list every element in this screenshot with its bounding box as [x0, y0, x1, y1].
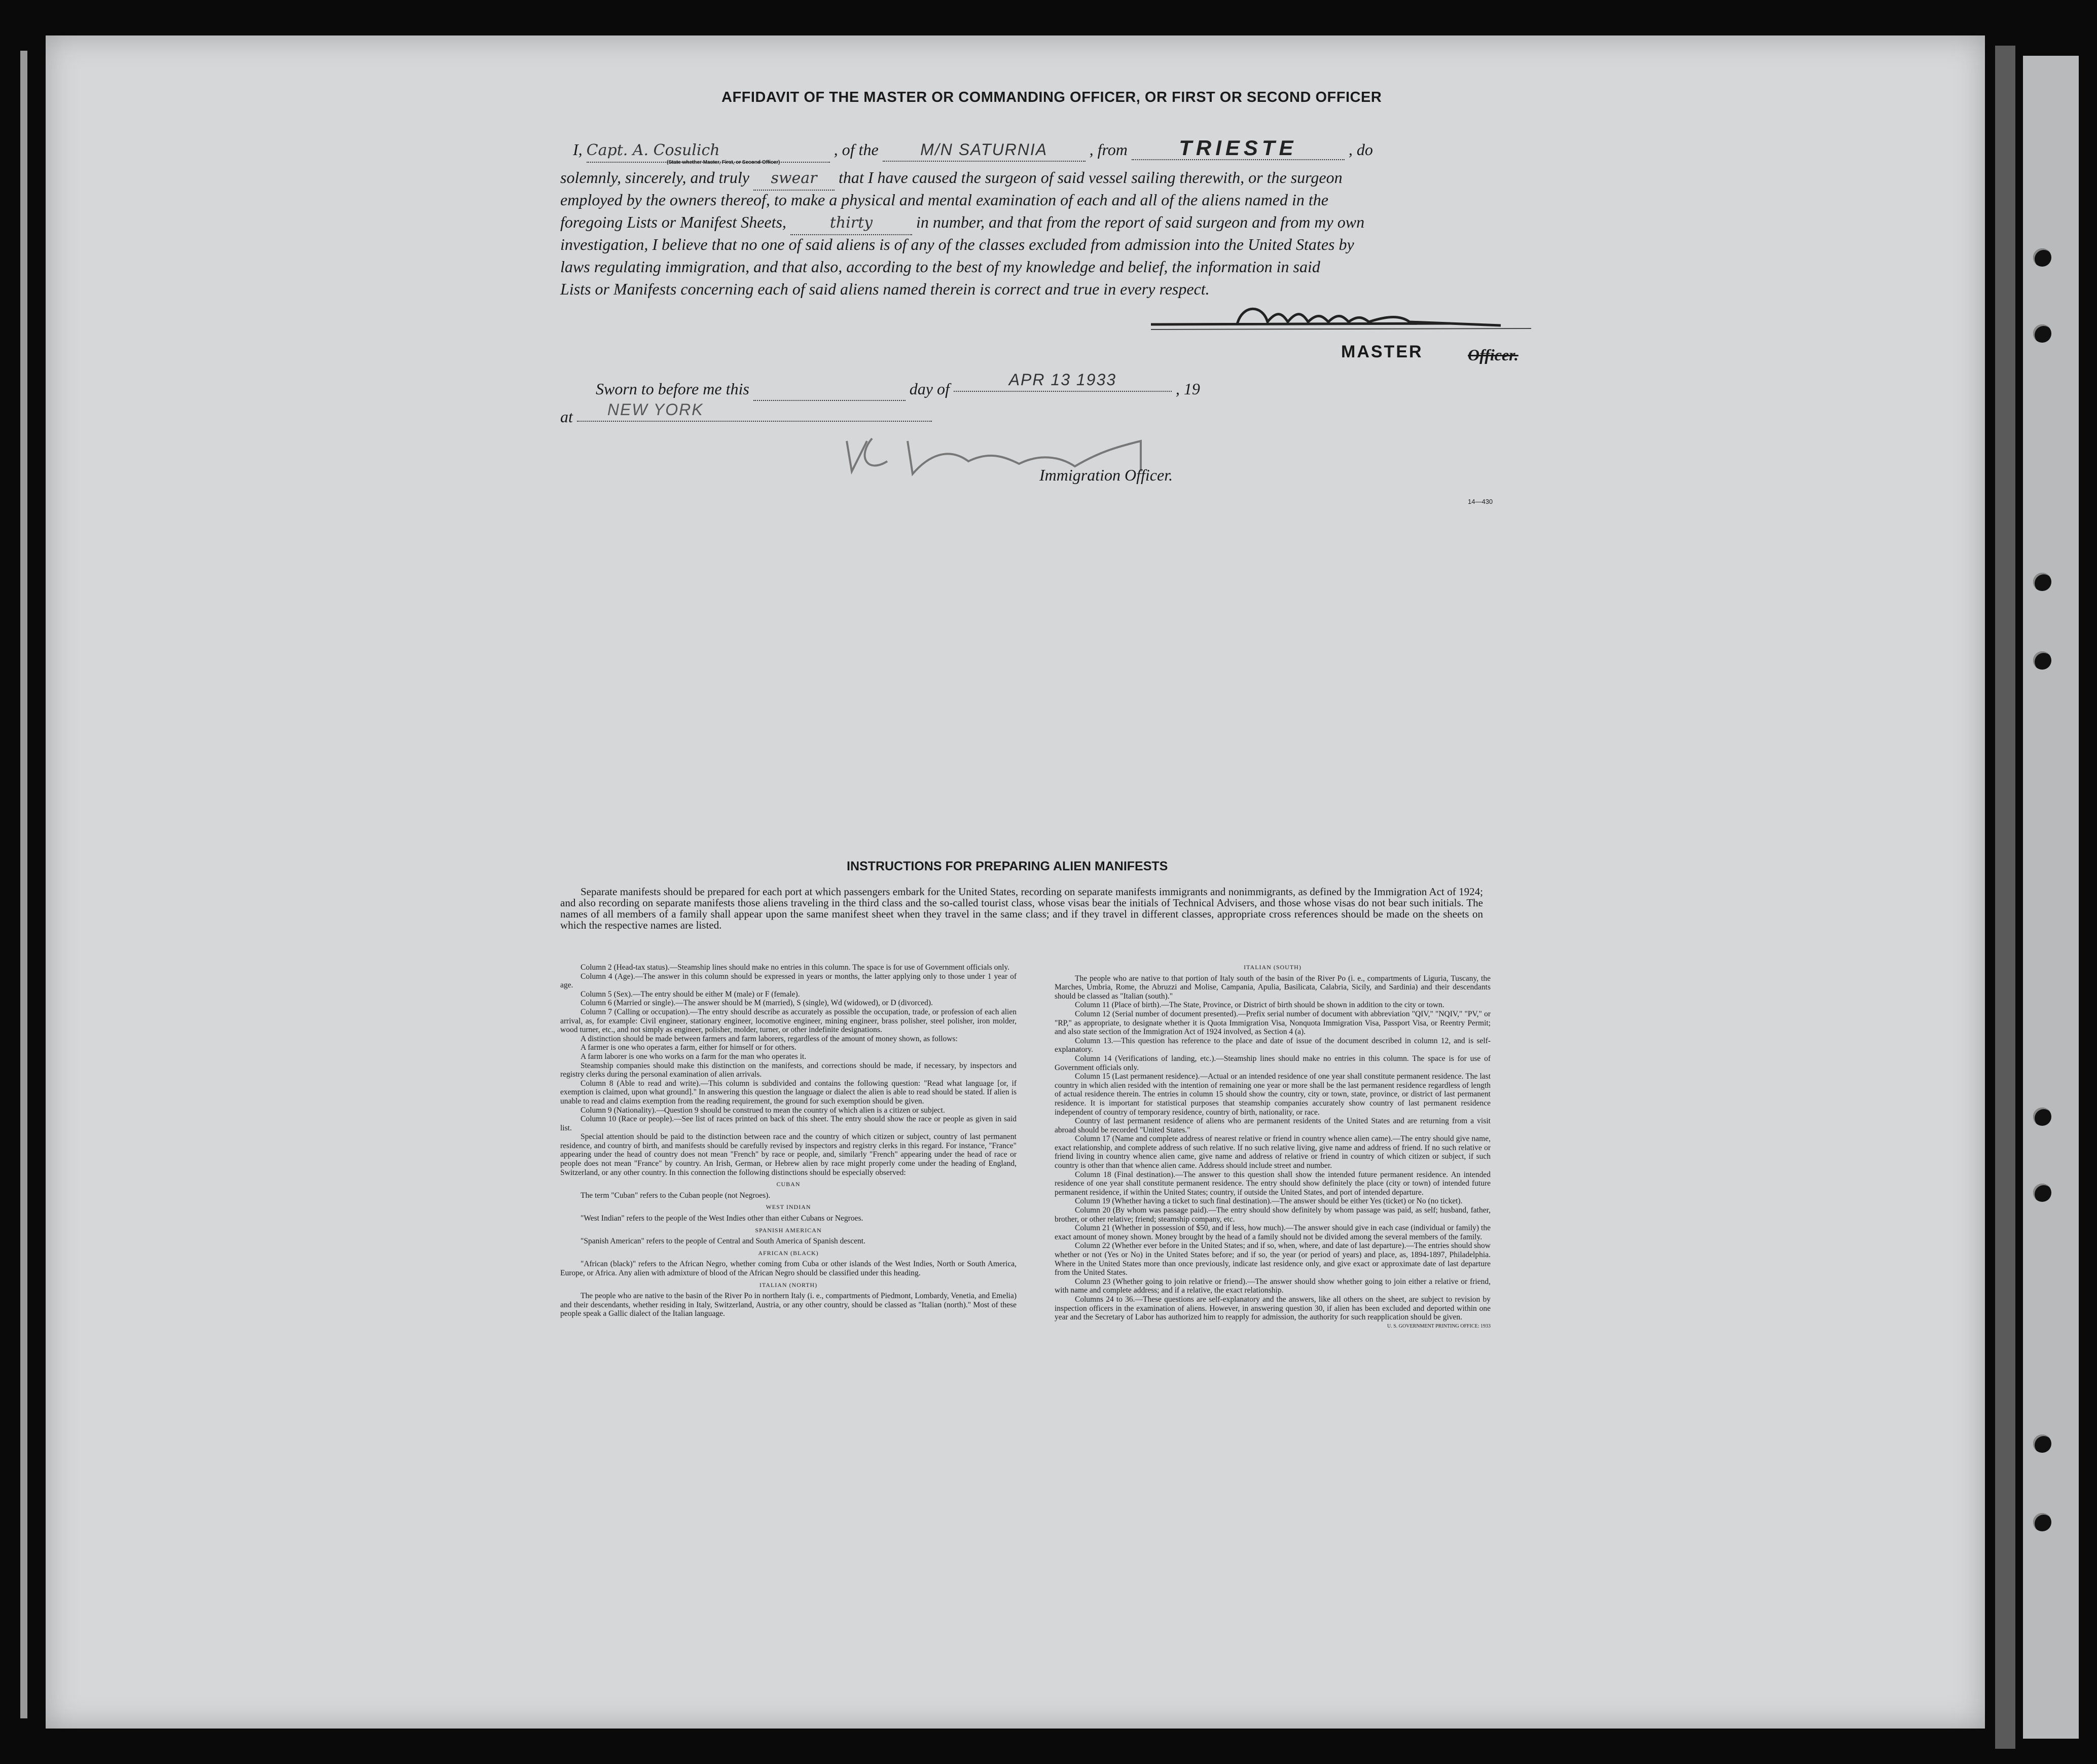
affidavit-line3: employed by the owners thereof, to make a physical and mental examination of each and all of the aliens named in the	[560, 191, 1328, 209]
left-paragraph: A farmer is one who operates a farm, either for himself or for others.	[581, 1043, 797, 1052]
binding-hole	[2033, 324, 2051, 343]
right-paragraph: Column 13.—This question has reference to the place and date of issue of the document described in column 12, and is self-explanatory.	[1055, 1036, 1491, 1054]
master-label: MASTER	[1341, 342, 1423, 361]
right-paragraph: Country of last permanent residence of aliens who are permanent residents of the United States and are returning from a visit abroad should be recorded "United States."	[1055, 1117, 1491, 1134]
binding-hole	[2033, 1435, 2051, 1453]
left-paragraph: Column 2 (Head-tax status).—Steamship lines should make no entries in this column. The space is for use of Government officials only.	[581, 963, 1010, 972]
state-note: (State whether Master, First, or Second Officer)	[667, 160, 780, 165]
left-paragraph: Column 4 (Age).—The answer in this column should be expressed in years or months, the latter applying only to those under 1 year of age.	[560, 972, 1017, 990]
nineteen-label: , 19	[1175, 380, 1200, 398]
officer-label: Officer.	[1468, 346, 1518, 364]
count-value: thirty	[790, 212, 912, 235]
immigration-officer-label: Immigration Officer.	[1039, 466, 1173, 484]
african-text: "African (black)" refers to the African Negro, whether coming from Cuba or other islands of the West Indies, North or South America, Europe, or Africa. Any alien with admixture of blood of the African Negro should be classified under this heading.	[560, 1260, 1017, 1277]
binding-hole	[2033, 1108, 2051, 1126]
instructions-left-column	[560, 963, 1017, 1318]
printer-imprint: U. S. GOVERNMENT PRINTING OFFICE: 1933	[1387, 1323, 1491, 1329]
affidavit-line6: laws regulating immigration, and that also, according to the best of my knowledge and belief, the information in said	[560, 258, 1320, 276]
affidavit-line4	[560, 211, 1595, 235]
binding-hole	[2033, 1513, 2051, 1531]
form-number: 14—430	[1468, 498, 1493, 505]
right-paragraph: Columns 24 to 36.—These questions are self-explanatory and the answers, like all others on the sheet, are subject to revision by inspection officers in the examination of aliens. However, in answering question 30, if alien has been excluded and deported within one year and the Secretary of Labor has authorized him to reapply for admission, the authority for such reapplication should be given.	[1055, 1295, 1491, 1322]
right-paragraph: Column 11 (Place of birth).—The State, Province, or District of birth should be shown in addition to the city or town.	[1075, 1001, 1444, 1010]
from-label: , from	[1089, 140, 1128, 159]
binding-strip	[2023, 56, 2079, 1739]
italian-south-heading: ITALIAN (SOUTH)	[1244, 964, 1301, 971]
left-paragraph: Column 8 (Able to read and write).—This column is subdivided and contains the following question: "Read what language [or, if exemption is claimed, upon what ground]." In answering this question the language or dialect the alien is able to read should be stated. If alien is unable to read and claims exemption from the reading requirement, the ground for such exemption should be given.	[560, 1079, 1017, 1106]
italian-north-text: The people who are native to the basin of the River Po in northern Italy (i. e., compartments of Piedmont, Lombardy, Venetia, and Emelia) and their descendants, whether residing in Italy, Switzerland, Austria, or any other country, should be classed as "Italian (north)." Most of these people speak a Gallic dialect of the Italian language.	[560, 1292, 1017, 1318]
right-paragraph: Column 18 (Final destination).—The answer to this question shall show the intended future permanent residence. An intended residence of one year shall constitute permanent residence. The entry should show definitely the place (city or town) of intended future permanent residence, if within the United States; country, if outside the United States, and port of intended departure.	[1055, 1170, 1491, 1197]
at-label: at	[560, 408, 573, 426]
cuban-text: The term "Cuban" refers to the Cuban people (not Negroes).	[581, 1191, 771, 1200]
left-paragraph: Special attention should be paid to the distinction between race and the country of which citizen or subject, country of last permanent residence, and country of birth, and manifests should be carefully revised by inspectors and registry clerks in this regard. For instance, "France" appearing under the head of country does not mean "French" by race or people, and, similarly "French" appearing under the head of race or people does not mean "France" by country. An Irish, German, or Hebrew alien by race might properly come under the heading of England, Switzerland, or any other country. In this connection the following distinctions should be especially observed:	[560, 1132, 1017, 1177]
i-label: I,	[573, 140, 583, 159]
do-label: , do	[1348, 140, 1373, 159]
affidavit-line7: Lists or Manifests concerning each of said aliens named therein is correct and true in every respect.	[560, 280, 1210, 298]
manifest-page	[46, 35, 1985, 1729]
left-paragraph: Column 9 (Nationality).—Question 9 should be construed to mean the country of which alien is a citizen or subject.	[581, 1106, 945, 1115]
right-paragraph: Column 17 (Name and complete address of nearest relative or friend in country whence alien came).—The entry should give name, exact relationship, and complete address of such relative. If no such relative living, give name and address of friend. If no such relative or friend living in country whence alien came, give name and address of relative or friend in country of which citizen or subject, if such country is other than that whence alien came. Address should include street and number.	[1055, 1134, 1491, 1170]
of-the-label: , of the	[834, 140, 879, 159]
sworn-line	[596, 371, 1331, 401]
instructions-title: INSTRUCTIONS FOR PREPARING ALIEN MANIFESTS	[847, 859, 1168, 873]
line4b: in number, and that from the report of said surgeon and from my own	[916, 213, 1365, 231]
affidavit-line2	[560, 166, 1595, 191]
swear-word: swear	[753, 167, 835, 191]
port-name: TRIESTE	[1132, 137, 1345, 160]
west-indian-heading: WEST INDIAN	[766, 1203, 811, 1211]
spanish-american-heading: SPANISH AMERICAN	[755, 1226, 822, 1234]
line2b: that I have caused the surgeon of said vessel sailing therewith, or the surgeon	[838, 168, 1343, 187]
page-left-edge	[20, 51, 27, 1718]
binding-hole	[2033, 1184, 2051, 1202]
right-paragraph: The people who are native to that portion of Italy south of the basin of the River Po (i. e., compartments of Liguria, Tuscany, the Marches, Umbria, Rome, the Abruzzi and Molise, Campania, Apulia, Basilicata, Calabria, Sicily, and Sardinia) and their descendants should be classed as "Italian (south)."	[1055, 974, 1491, 1001]
day-of-label: day of	[909, 380, 950, 398]
right-paragraph: Column 20 (By whom was passage paid).—The entry should show definitely by whom passage was paid, as self; husband, father, brother, or other relative; friend; steamship company, etc.	[1055, 1206, 1491, 1224]
ship-name: M/N SATURNIA	[883, 138, 1086, 162]
line2a: solemnly, sincerely, and truly	[560, 168, 749, 187]
left-paragraph: Column 7 (Calling or occupation).—The entry should describe as accurately as possible the occupation, trade, or profession of each alien arrival, as, for example: Civil engineer, stationary engineer, locomotive engineer, mining engineer, brass polisher, steel polisher, iron molder, wood turner, etc., and not simply as engineer, polisher, molder, turner, or other indefinite designations.	[560, 1007, 1017, 1035]
master-signature	[1146, 294, 1541, 335]
right-paragraph: Column 12 (Serial number of document presented).—Prefix serial number of document with abbreviation "QIV," "NQIV," "PV," or "RP," as appropriate, to designate whether it is Quota Immigration Visa, Nonquota Immigration Visa, Passport Visa, or Reentry Permit; and also state section of the Immigration Act of 1924 involved, as Section 4 (a).	[1055, 1009, 1491, 1037]
spanish-american-text: "Spanish American" refers to the people of Central and South America of Spanish descent.	[581, 1237, 865, 1246]
binding-shadow	[1995, 46, 2015, 1749]
left-paragraph: Steamship companies should make this distinction on the manifests, and corrections should be made, if necessary, by inspectors and registry clerks during the personal examination of alien arrivals.	[560, 1061, 1017, 1079]
african-heading: AFRICAN (BLACK)	[758, 1249, 819, 1257]
line4a: foregoing Lists or Manifest Sheets,	[560, 213, 786, 231]
left-paragraph: Column 10 (Race or people).—See list of races printed on back of this sheet. The entry should show the race or people as given in said list.	[560, 1115, 1017, 1132]
affidavit-title: AFFIDAVIT OF THE MASTER OR COMMANDING OFFICER, OR FIRST OR SECOND OFFICER	[721, 89, 1382, 105]
binding-hole	[2033, 573, 2051, 591]
date-stamp: APR 13 1933	[954, 369, 1172, 392]
place-stamp: NEW YORK	[577, 398, 932, 422]
binding-hole	[2033, 248, 2051, 267]
right-paragraph: Column 23 (Whether going to join relative or friend).—The answer should show whether going to join either a relative or friend, with name and complete address; and if a relative, the exact relationship.	[1055, 1277, 1491, 1295]
left-paragraph: A farm laborer is one who works on a farm for the man who operates it.	[581, 1052, 807, 1061]
right-paragraph: Column 21 (Whether in possession of $50, and if less, how much).—The answer should give in each case (individual or family) the exact amount of money shown. Money brought by the head of a family should not be divided among the several members of the family.	[1055, 1224, 1491, 1241]
left-paragraph: A distinction should be made between farmers and farm laborers, regardless of the amount of money shown, as follows:	[581, 1034, 958, 1043]
affidavit-line1	[573, 137, 1587, 163]
sworn-label: Sworn to before me this	[596, 380, 749, 398]
italian-north-heading: ITALIAN (NORTH)	[759, 1281, 818, 1289]
cuban-heading: CUBAN	[776, 1181, 801, 1188]
instructions-intro: Separate manifests should be prepared for each port at which passengers embark for the United States, recording on separate manifests immigrants and nonimmigrants, as defined by the Immigration Act of 1924; and also recording on separate manifests those aliens traveling in the third class and the so-called tourist class, whose visas bear the initials of Technical Advisers, and those whose visas do not bear such initials. The names of all members of a family shall appear upon the same manifest sheet when they travel in the same class; and if they travel in different classes, appropriate cross references should be made on the sheets on which the respective names are listed.	[560, 886, 1483, 931]
binding-hole	[2033, 651, 2051, 670]
instructions-right-column	[1055, 963, 1491, 1331]
affidavit-line5: investigation, I believe that no one of said aliens is of any of the classes excluded from admission into the United States by	[560, 235, 1354, 253]
right-paragraph: Column 14 (Verifications of landing, etc.).—Steamship lines should make no entries in this column. The space is for use of Government officials only.	[1055, 1054, 1491, 1072]
west-indian-text: "West Indian" refers to the people of the West Indies other than either Cubans or Negroes.	[581, 1214, 863, 1223]
right-paragraph: Column 15 (Last permanent residence).—Actual or an intended residence of one year shall constitute permanent residence. The last country in which alien resided with the intention of remaining one year or more shall be the last permanent residence regardless of length of actual residence therein. The entries in column 15 should show the country, city or town, state, province, or district of last permanent residence. It is important for statistical purposes that steamship companies accurately show country of last permanent residence independent of country of temporary residence, country of birth, nationality, or race.	[1055, 1072, 1491, 1117]
officer-name: Capt. A. Cosulich	[587, 139, 830, 163]
right-paragraph: Column 22 (Whether ever before in the United States; and if so, when, where, and date of last departure).—The entries should show whether or not (Yes or No) in the United States before; and if so, the year (or period of years) and place, as, 1894-1897, Philadelphia. Where in the United States more than once previously, indicate last residence only, and give exact or approximate date of last departure from the United States.	[1055, 1241, 1491, 1277]
left-paragraph: Column 5 (Sex).—The entry should be either M (male) or F (female).	[581, 989, 800, 999]
right-paragraph: Column 19 (Whether having a ticket to such final destination).—The answer should be either Yes (ticket) or No (no ticket).	[1075, 1197, 1463, 1206]
left-paragraph: Column 6 (Married or single).—The answer should be M (married), S (single), Wd (widowed), or D (divorced).	[581, 999, 933, 1008]
